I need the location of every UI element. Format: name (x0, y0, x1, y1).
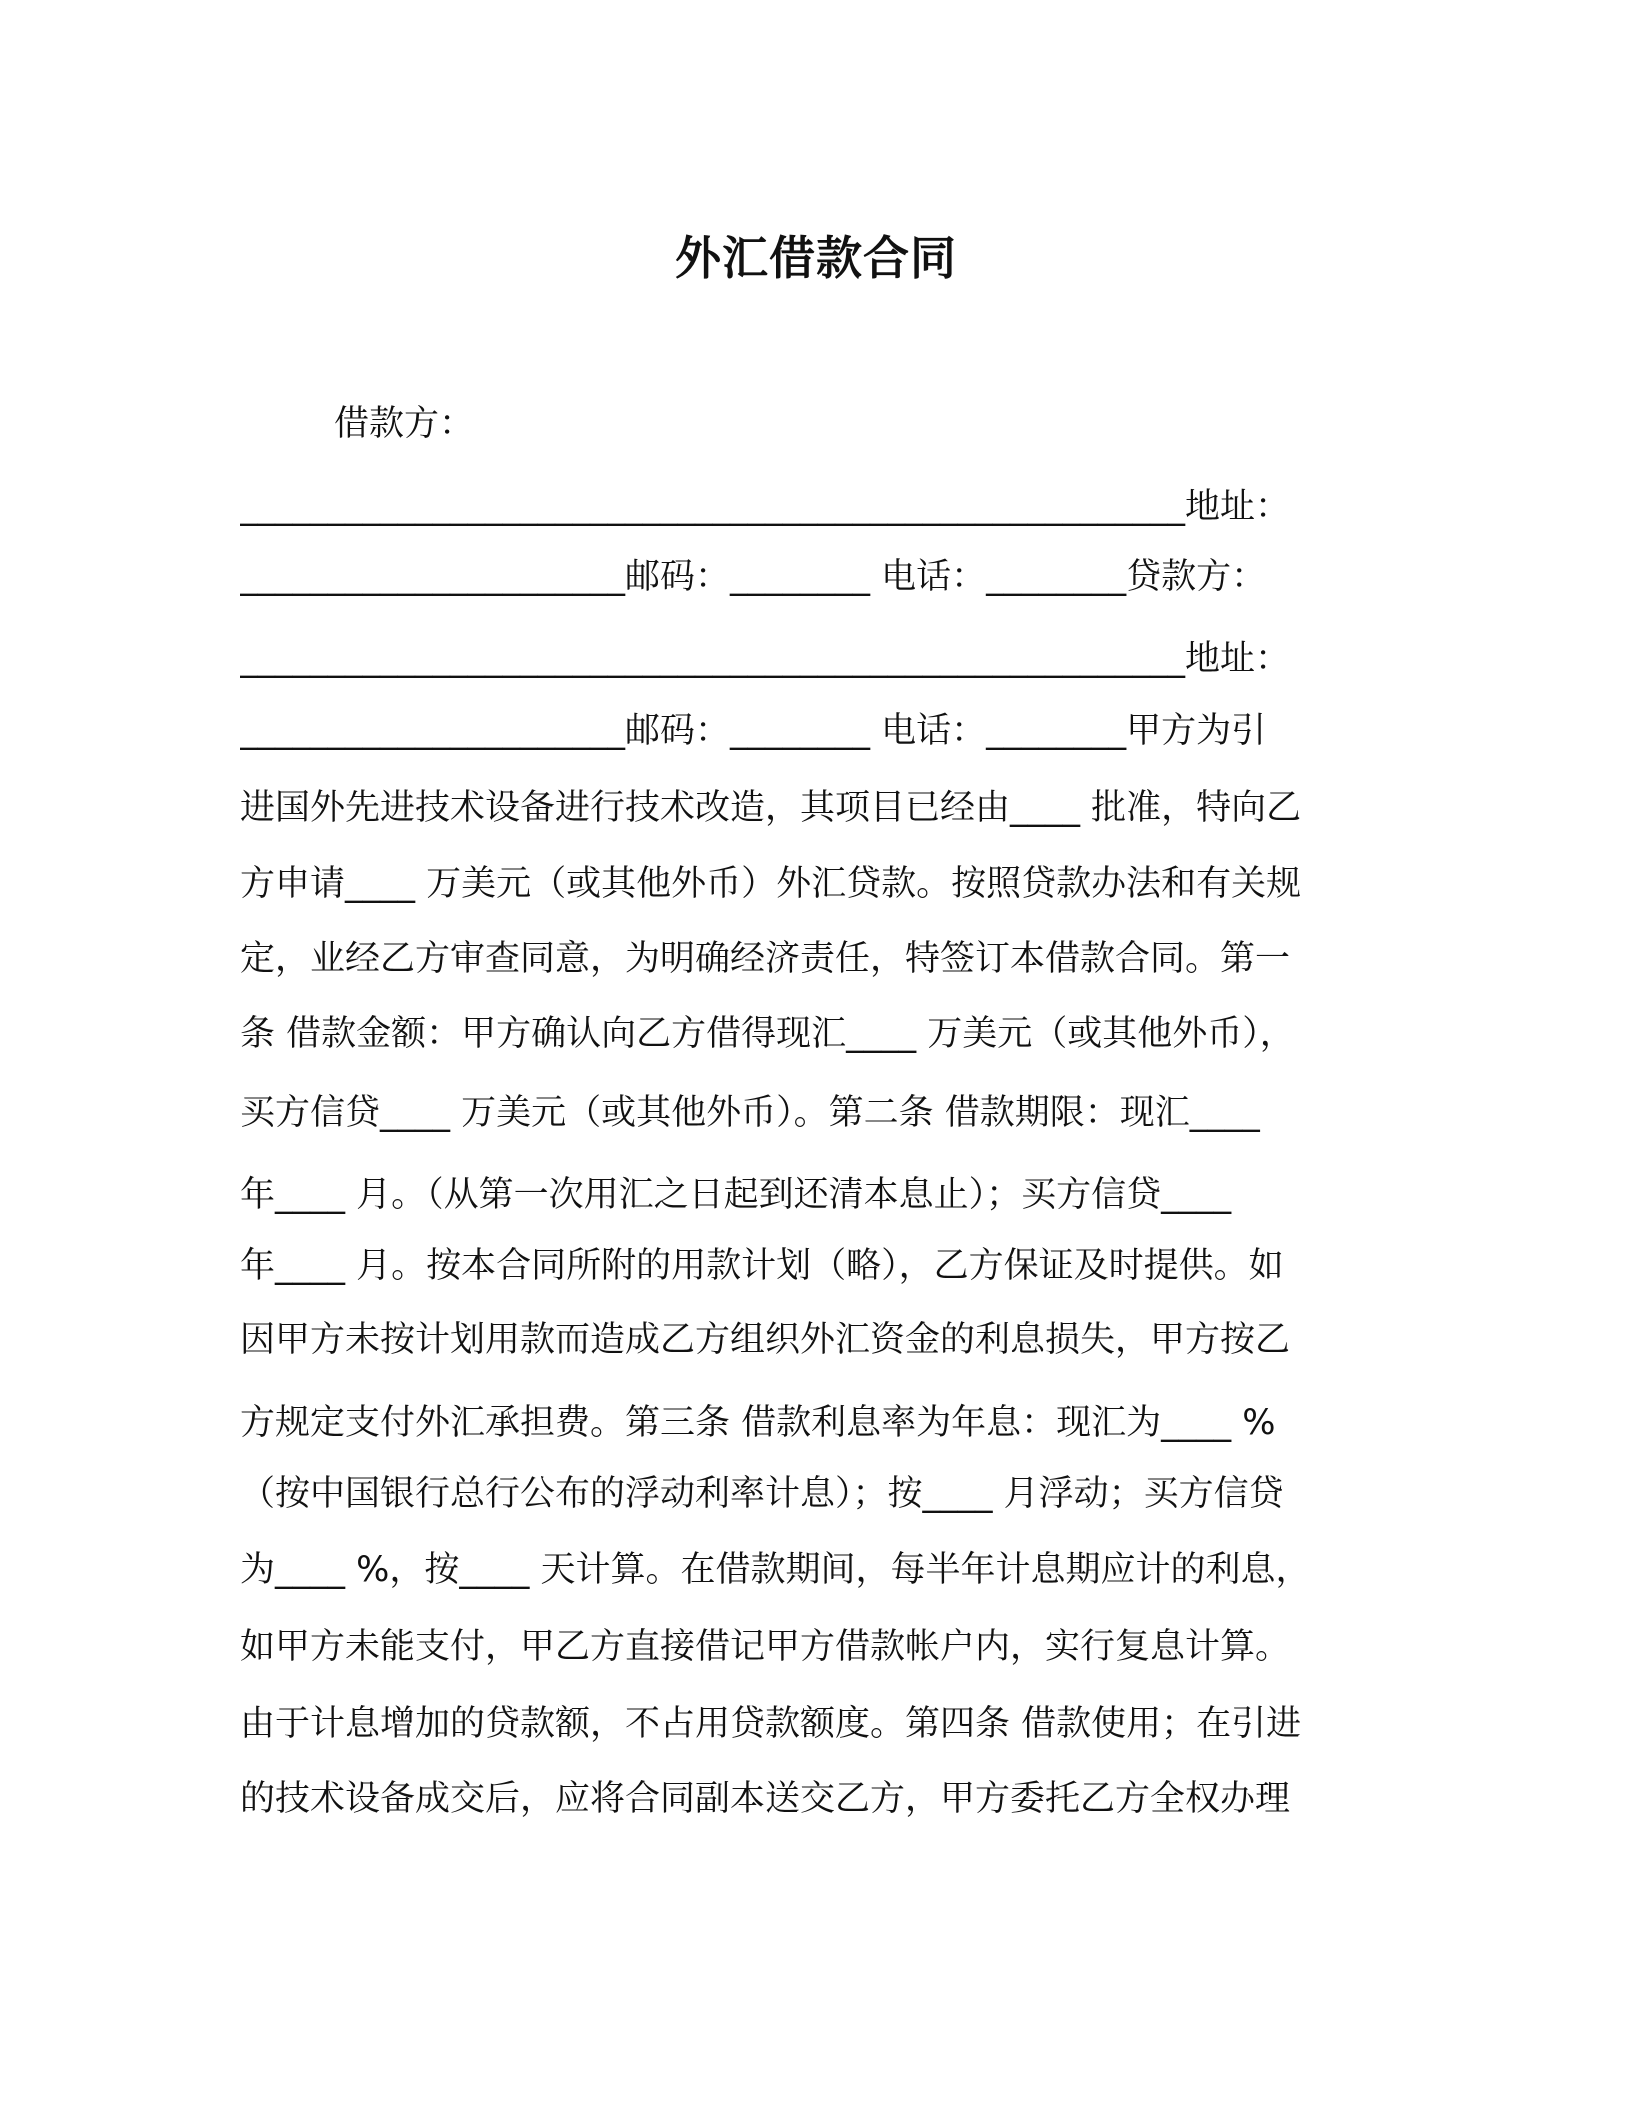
text-line: 如甲方未能支付，甲乙方直接借记甲方借款帐户内，实行复息计算。 (240, 1627, 1291, 1667)
text-line: 年____ 月。按本合同所附的用款计划（略），乙方保证及时提供。如 (240, 1246, 1284, 1286)
text-line: ______________________________________________________地址： (240, 487, 1291, 527)
text-line: 方规定支付外汇承担费。第三条 借款利息率为年息：现汇为____ % (240, 1403, 1276, 1443)
text-line: 的技术设备成交后，应将合同副本送交乙方，甲方委托乙方全权办理 (240, 1779, 1291, 1819)
text-line: 方申请____ 万美元（或其他外币）外汇贷款。按照贷款办法和有关规 (240, 864, 1302, 904)
text-line: ______________________邮码：________ 电话：________贷款方： (240, 557, 1267, 597)
text-line: 条 借款金额：甲方确认向乙方借得现汇____ 万美元（或其他外币）， (240, 1014, 1295, 1054)
text-line: 进国外先进技术设备进行技术改造，其项目已经由____ 批准，特向乙 (240, 788, 1302, 828)
text-line: ______________________________________________________地址： (240, 639, 1291, 679)
text-line: 买方信贷____ 万美元（或其他外币）。第二条 借款期限：现汇____ (240, 1093, 1260, 1133)
text-line: 借款方： (334, 404, 475, 444)
text-line: 定，业经乙方审查同意，为明确经济责任，特签订本借款合同。第一 (240, 939, 1291, 979)
text-line: 为____ %，按____ 天计算。在借款期间，每半年计息期应计的利息， (240, 1550, 1311, 1590)
text-line: 年____ 月。（从第一次用汇之日起到还清本息止）；买方信贷____ (240, 1175, 1232, 1215)
text-line: 因甲方未按计划用款而造成乙方组织外汇资金的利息损失，甲方按乙 (240, 1320, 1291, 1360)
text-line: ______________________邮码：________ 电话：________甲方为引 (240, 711, 1267, 751)
text-line: （按中国银行总行公布的浮动利率计息）；按____ 月浮动；买方信贷 (240, 1474, 1284, 1514)
text-line: 由于计息增加的贷款额，不占用贷款额度。第四条 借款使用；在引进 (240, 1704, 1302, 1744)
document-title: 外汇借款合同 (675, 231, 957, 285)
